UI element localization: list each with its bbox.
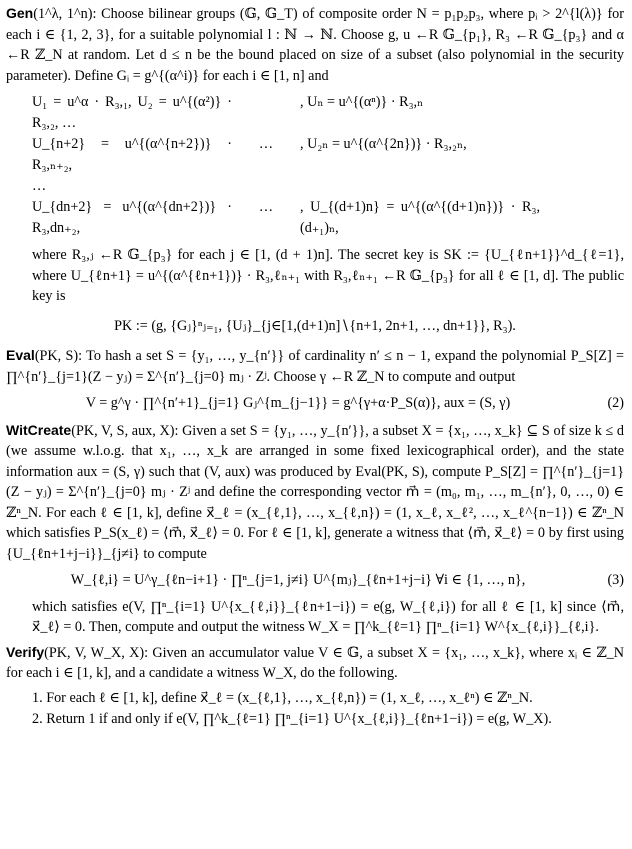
array-cell: U_{dn+2} = u^{(α^{dn+2})} · R₃,dn₊₂,: [32, 199, 232, 236]
array-cell: , Uₙ = u^{(αⁿ)} · R₃,ₙ: [300, 94, 424, 110]
witcreate-signature: (PK, V, S, aux, X):: [71, 422, 179, 439]
array-cell: [232, 92, 300, 134]
witcreate-algorithm-name: WitCreate: [6, 421, 72, 438]
array-cell: [300, 176, 540, 197]
array-cell: …: [32, 178, 47, 194]
eval-signature: (PK, S):: [34, 348, 83, 364]
gen-section: [6, 3, 624, 86]
eval-section: [6, 345, 624, 387]
array-cell: U₁ = u^α · R₃,₁, U₂ = u^{(α²)} · R₃,₂, …: [32, 94, 232, 131]
witcreate-section: [6, 420, 624, 565]
witcreate-output-text: which satisfies e(V, ∏ⁿ_{i=1} U^{x_{ℓ,i}}_{ℓn+1−i}) = e(g, W_{ℓ,i}) for all ℓ ∈ [1, k] since ⟨m⃗, x⃗_ℓ⟩ = 0. Then, compute and output the witness W_X = ∏^k_{ℓ=1} ∏ⁿ_{i=1} W^{x_{ℓ,i}}_{ℓ,i}.: [32, 598, 624, 635]
array-cell: …: [258, 199, 274, 215]
eval-description: To hash a set S = {y₁, …, y_{n′}} of cardinality n′ ≤ n − 1, expand the polynomial P_S[Z] = ∏^{n′}_{j=1}(Z − yⱼ) = Σ^{n′}_{j=0} mⱼ · Zʲ. Choose γ ←R ℤ_N to compute and output: [6, 348, 624, 385]
equation-3-body: W_{ℓ,i} = U^γ_{ℓn−i+1} · ∏ⁿ_{j=1, j≠i} U^{mⱼ}_{ℓn+1+j−i} ∀i ∈ {1, …, n},: [70, 572, 526, 588]
array-cell: …: [258, 136, 274, 152]
equation-2: [6, 393, 624, 414]
gen-signature: (1^λ, 1^n):: [33, 6, 97, 22]
eval-algorithm-name: Eval: [6, 347, 35, 363]
gen-algorithm-name: Gen: [6, 5, 34, 21]
array-cell: , U_{(d+1)n} = u^{(α^{(d+1)n})} · R₃,(d₊₁)ₙ,: [300, 199, 540, 236]
verify-description: Given an accumulator value V ∈ 𝔾, a subset X = {x₁, …, x_k}, where xᵢ ∈ ℤ_N for each i ∈ [1, k], and a candidate a witness W_X, do the following.: [6, 644, 625, 681]
equation-2-body: V = g^γ · ∏^{n′+1}_{j=1} Gⱼ^{m_{j−1}} = g^{γ+α·P_S(α)}, aux = (S, γ): [85, 395, 511, 411]
array-cell: U_{n+2} = u^{(α^{n+2})} · R₃,ₙ₊₂,: [32, 136, 232, 173]
gen-description: Choose bilinear groups (𝔾, 𝔾_T) of composite order N = p₁p₂p₃, where pᵢ > 2^{l(λ)} for each i ∈ {1, 2, 3}, for a suitable polynomial l : ℕ → ℕ. Choose g, u ←R 𝔾_{p₁}, R₃ ←R 𝔾_{p₃} and α ←R ℤ_N at random. Let d ≤ n be the bound placed on size of a subset (also polynomial in the security parameter). Define Gᵢ = g^{(α^i)} for each i ∈ [1, n] and: [6, 6, 624, 84]
verify-step: 1. For each ℓ ∈ [1, k], define x⃗_ℓ = (x_{ℓ,1}, …, x_{ℓ,n}) = (1, x_ℓ, …, x_ℓⁿ) ∈ ℤⁿ_N.: [32, 689, 533, 706]
witcreate-description: Given a set S = {y₁, …, y_{n′}}, a subset X = {x₁, …, x_k} ⊆ S of size k ≤ d (we assume w.l.o.g. that x₁, …, x_k are arranged in some fixed lexicographical order), and the state information aux = (S, γ) such that (V, aux) was produced by Eval(PK, S), compute P_S[Z] = ∏^{n′}_{j=1}(Z − yⱼ) = Σ^{n′}_{j=0} mⱼ · Zʲ and define the corresponding vector m⃗ = (m₀, m₁, …, m_{n′}, 0, …, 0) ∈ ℤⁿ_N. For each ℓ ∈ [1, k], define x⃗_ℓ = (x_{ℓ,1}, …, x_{ℓ,n}) = (1, x_ℓ, x_ℓ², …, x_ℓ^{n−1}) ∈ ℤⁿ_N which satisfies P_S(x_ℓ) = ⟨m⃗, x⃗_ℓ⟩ = 0. For ℓ ∈ [1, k], generate a witness that ⟨m⃗, x⃗_ℓ⟩ = 0 by first using {U_{ℓn+1+j−i}}_{j≠i} to compute: [6, 422, 624, 562]
gen-key-array: [6, 92, 624, 239]
gen-secret-key-text: where R₃,ⱼ ←R 𝔾_{p₃} for each j ∈ [1, (d + 1)n]. The secret key is SK := {U_{ℓn+1}}^d_{ℓ=1}, where U_{ℓn+1} = u^{(α^{ℓn+1})} · R₃,ℓₙ₊₁ with R₃,ℓₙ₊₁ ←R 𝔾_{p₃} for all ℓ ∈ [1, d]. The public key is: [32, 247, 624, 304]
verify-signature: (PK, V, W_X, X):: [44, 644, 149, 661]
verify-step: 2. Return 1 if and only if e(V, ∏^k_{ℓ=1} ∏ⁿ_{i=1} U^{x_{ℓ,i}}_{ℓn+1−i}) = e(g, W_X).: [32, 711, 552, 727]
verify-algorithm-name: Verify: [6, 643, 45, 660]
verify-steps: [32, 688, 624, 730]
equation-3-number: (3): [607, 572, 624, 588]
equation-2-number: (2): [607, 395, 624, 411]
array-cell: , U₂ₙ = u^{(α^{2n})} · R₃,₂ₙ,: [300, 136, 467, 152]
array-cell: [232, 176, 300, 197]
equation-3: [6, 570, 624, 591]
verify-section: [6, 642, 624, 684]
public-key-equation: PK := (g, {Gⱼ}ⁿⱼ₌₁, {Uⱼ}_{j∈[1,(d+1)n]∖{n+1, 2n+1, …, dn+1}}, R₃).: [114, 317, 516, 334]
